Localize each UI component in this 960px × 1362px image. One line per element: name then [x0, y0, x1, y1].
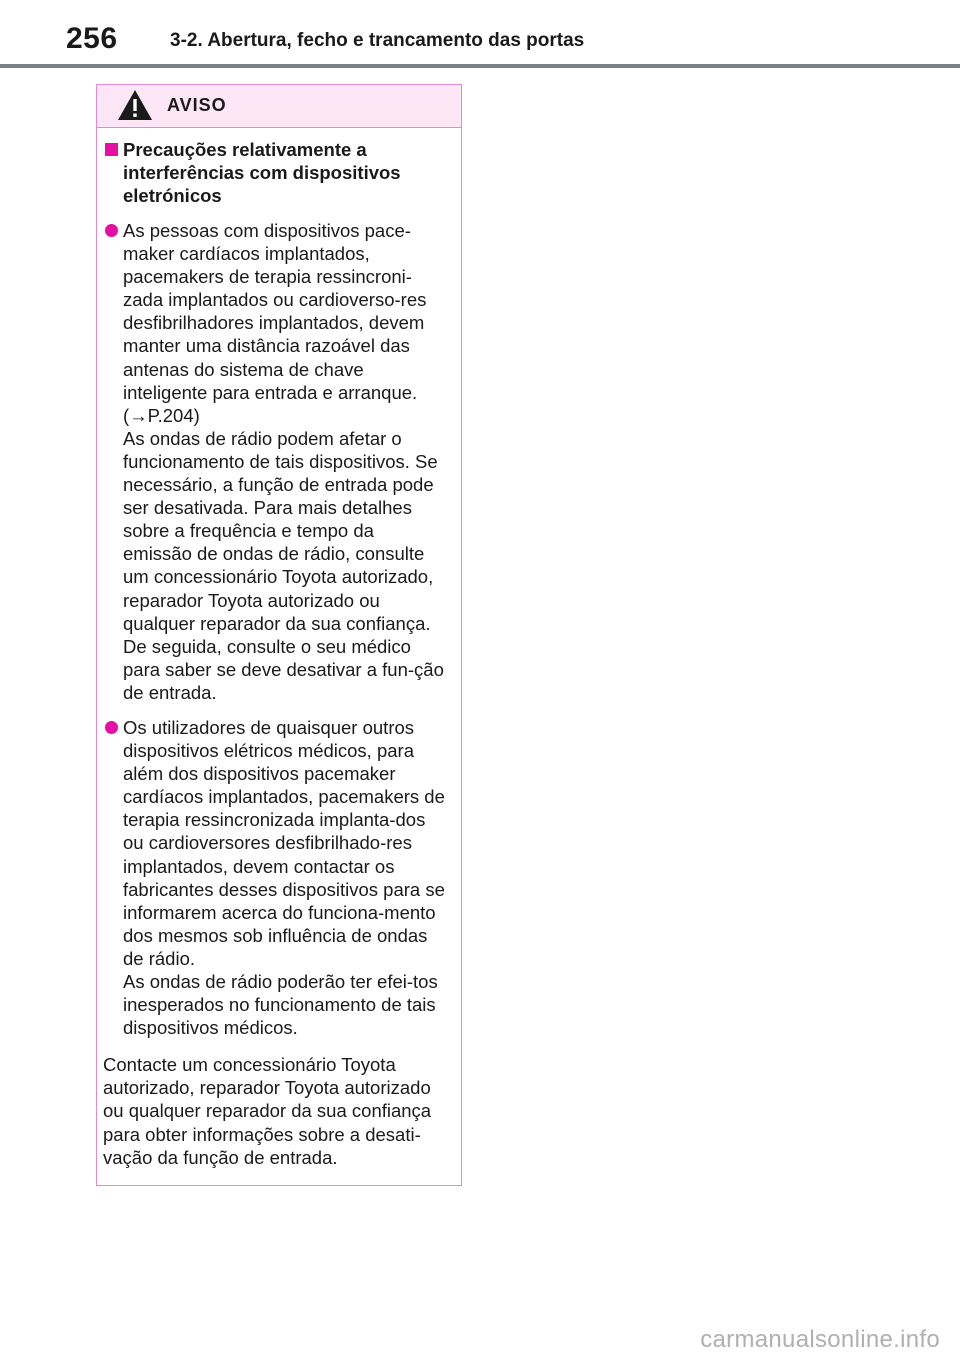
- warning-triangle-icon: [117, 89, 153, 121]
- watermark: carmanualsonline.info: [700, 1326, 940, 1353]
- warning-header: [97, 85, 461, 128]
- warning-subheading: [103, 138, 447, 207]
- bullet-text: Os utilizadores de quaisquer outros dispositivos elétricos médicos, para além dos dispositivos pacemaker cardíacos implantados, pacemakers de terapia ressincronizada implanta-dos ou cardioversores desfibrilhado-res implantados, devem contactar os fabricantes desses dispositivos para se informarem acerca do funciona-mento dos mesmos sob influência de ondas de rádio. As ondas de rádio poderão ter efei-tos inesperados no funcionamento de tais dispositivos médicos.: [123, 716, 445, 1039]
- list-item: [103, 716, 447, 1039]
- section-title: 3-2. Abertura, fecho e trancamento das portas: [170, 30, 585, 51]
- closing-paragraph: Contacte um concessionário Toyota autorizado, reparador Toyota autorizado ou qualquer reparador da sua confiança para obter informações sobre a desati-vação da função de entrada.: [103, 1054, 432, 1168]
- page-number: 256: [66, 22, 118, 55]
- page-header: [0, 0, 960, 70]
- list-item: [103, 219, 447, 704]
- header-divider: [0, 64, 960, 68]
- warning-title: AVISO: [167, 95, 227, 115]
- warning-body: [97, 128, 461, 1169]
- square-bullet-icon: [105, 143, 118, 156]
- circle-bullet-icon: [105, 721, 118, 734]
- bullet-text: As pessoas com dispositivos pace-maker cardíacos implantados, pacemakers de terapia ressincroni-zada implantados ou cardioverso-res desfibrilhadores implantados, devem manter uma distância razoável das antenas do sistema de chave inteligente para entrada e arranque. (→P.204) As ondas de rádio podem afetar o funcionamento de tais dispositivos. Se necessário, a função de entrada pode ser desativada. Para mais detalhes sobre a frequência e tempo da emissão de ondas de rádio, consulte um concessionário Toyota autorizado, reparador Toyota autorizado ou qualquer reparador da sua confiança. De seguida, consulte o seu médico para saber se deve desativar a fun-ção de entrada.: [123, 220, 444, 703]
- warning-box: [96, 84, 462, 1186]
- subheading-text: Precauções relativamente a interferências com dispositivos eletrónicos: [123, 139, 401, 206]
- circle-bullet-icon: [105, 224, 118, 237]
